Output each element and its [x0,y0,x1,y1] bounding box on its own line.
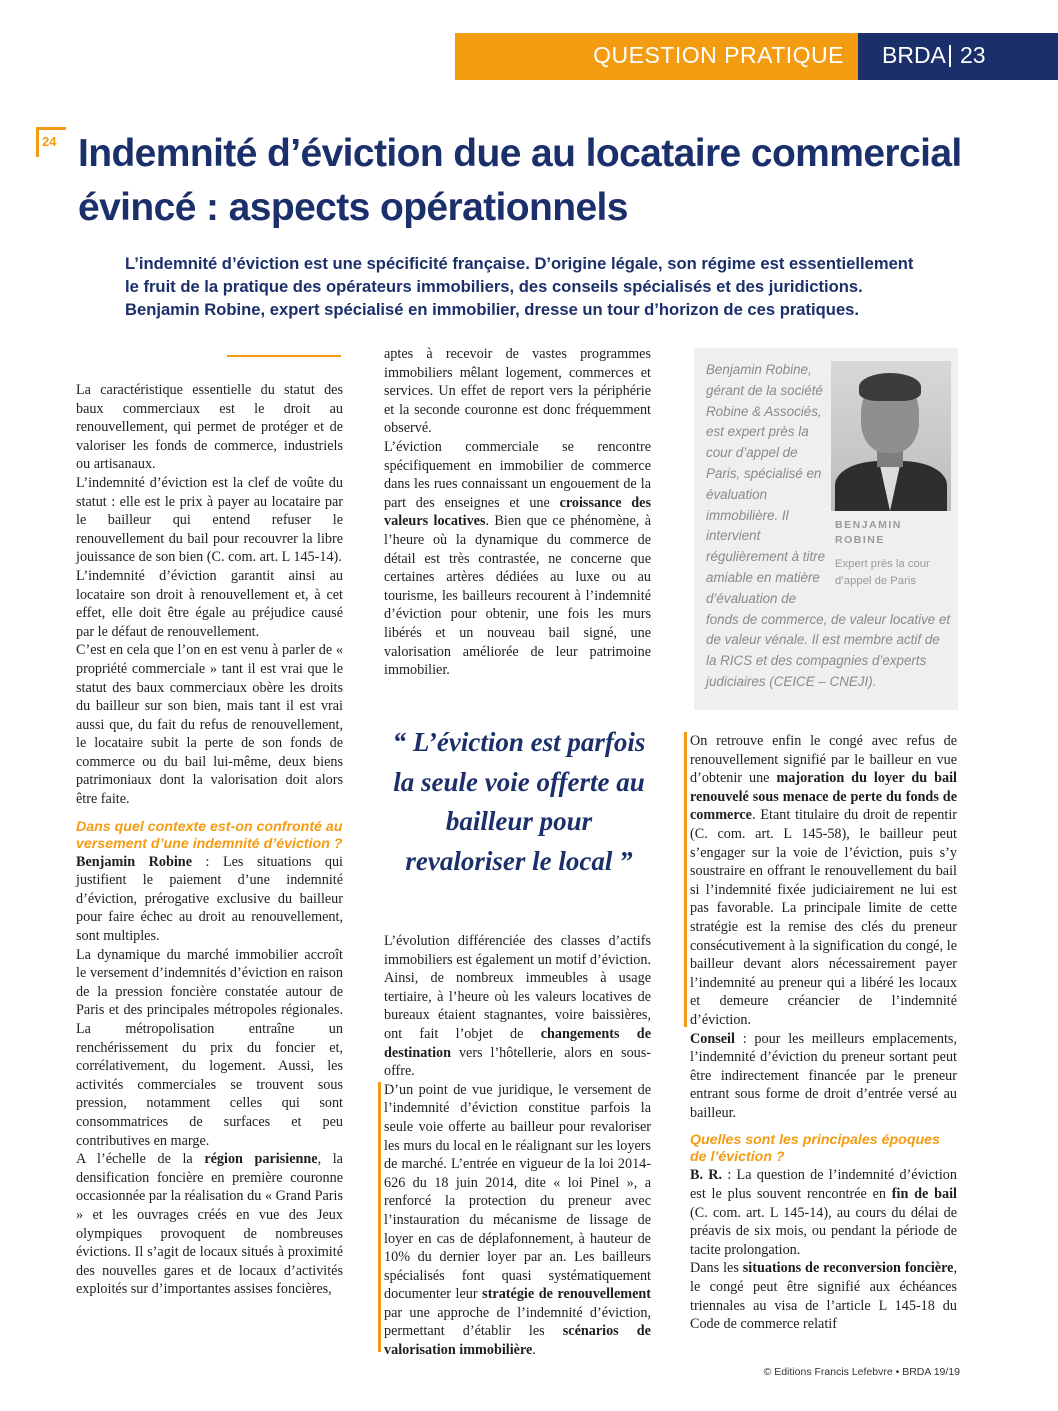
paragraph: La caractéristique essentielle du statut des baux commerciaux est le droit au renouvellement, qui permet de protéger et de valoriser les fonds de commerce, industriels ou artisanaux. [76,382,343,473]
page-number: 23 [960,42,986,68]
paragraph: L’éviction commerciale se rencontre spécifiquement en immobilier de commerce dans les rues connaissant un engouement de la part des enseignes et une croissance des valeurs locatives. Bien que ce phénomène, à l’heure où la dynamique du commerce de détail est très contrastée, ne concerne que certaines artères dédiées au luxe ou au tourisme, les bailleurs recourent à l’indemnité d’éviction pour obtenir, une fois les murs libérés et un nouveau bail signé, une valorisation améliorée de leur patrimoine immobilier. [384,438,652,679]
paragraph: Dans les situations de reconversion foncière, le congé peut être signifié aux échéances triennales au visa de l’article L 145-18 du Code de commerce relatif [690,1260,957,1333]
column-rule [227,355,341,357]
paragraph: Benjamin Robine : Les situations qui justifient le paiement d’une indemnité d’éviction, prérogative exclusive du bailleur pour faire échec au droit au renouvellement, sont multiples. [76,853,343,945]
highlight-bar [684,732,687,1027]
article-number-badge: 24 [42,134,57,149]
column-3 [690,732,957,1334]
column-2-upper [384,345,651,680]
paragraph: Conseil : pour les meilleurs emplacements, l’indemnité d’éviction du preneur sortant peut être indirectement financée par le preneur entrant sous forme de droit d’entrée versé au bailleur. [690,1030,957,1121]
rubric-label: QUESTION PRATIQUE [593,42,844,68]
paragraph: L’indemnité d’éviction est la clef de voûte du statut : elle est le prix à payer au locataire par le bailleur qui entend refuser le renouvellement du bail pour recouvrer la libre jouissance de son bien (C. com. art. L 145-14). [76,474,343,566]
column-1 [76,381,343,1299]
paragraph: D’un point de vue juridique, le versement de l’indemnité d’éviction constitue parfois la seule voie offerte au bailleur pour revaloriser les murs du local en le réalignant sur les loyers de marché. L’entrée en vigueur de la loi 2014-626 du 18 juin 2014, dite « loi Pinel », a renforcé la protection du preneur avec l’instauration du mécanisme de lissage de loyer en cas de déplafonnement, à hauteur de 10% du dernier loyer par an. Les bailleurs spécialisés font quasi systématiquement documenter leur stratégie de renouvellement par une approche de l’indemnité d’éviction, permettant d’établir les scénarios de valorisation immobilière. [384,1081,651,1359]
author-photo [831,361,951,511]
article-title: Indemnité d’éviction due au locataire commercial évincé : aspects opérationnels [78,132,962,229]
author-name: BENJAMIN ROBINE [835,519,902,546]
pull-quote: “ L’éviction est parfois la seule voie offerte au bailleur pour revaloriser le local ” [392,727,646,876]
highlight-bar [378,1082,381,1352]
header-separator [949,45,951,67]
copyright-footer: © Editions Francis Lefebvre • BRDA 19/19 [763,1366,960,1378]
author-role: Expert près la cour d’appel de Paris [835,558,930,587]
question-heading: Quelles sont les principales époques de l’éviction ? [690,1132,940,1166]
author-bio: Benjamin Robine, gérant de la société Robine & Associés, est expert près la cour d’appel de Paris, spécialisé en évaluation immobilière. Il intervient régulièrement à titre amiable en matière d’évaluation de fonds de commerce, de valeur locative et de valeur vénale. Il est membre actif de la RICS et des compagnies d’experts judiciaires (CEICE – CNEJI). [706,362,951,689]
question-heading: Dans quel contexte est-on confronté au versement d’une indemnité d’éviction ? [76,818,343,852]
speaker-name: Benjamin Robine [76,853,192,870]
article-lede: L’indemnité d’éviction est une spécificité française. D’origine légale, son régime est essentiellement le fruit de la pratique des opérateurs immobiliers, des conseils spécialisés et des juridictions. Benjamin Robine, expert spécialisé en immobilier, dresse un tour d’horizon de ces pratiques. [125,254,914,319]
paragraph: La dynamique du marché immobilier accroît le versement d’indemnités d’éviction en raison de la pression foncière constatée autour de Paris et des principales métropoles régionales. La métropolisation entraîne un renchérissement du prix du foncier et, corrélativement, du logement. Aussi, les activités commerciales se trouvent sous pression, notamment celles qui sont consommatrices de surfaces et peu contributives en marge. [76,946,343,1149]
author-profile-box [694,348,958,710]
paragraph: A l’échelle de la région parisienne, la densification foncière en première couronne occasionnée par la réalisation du « Grand Paris » et les ouvrages créés en vue des Jeux olympiques provoquent de nombreuses évictions. Il s’agit de locaux situés à proximité des nouvelles gares et de locaux d’activités exploités sur d’importantes assises foncières, [76,1151,343,1298]
paragraph: aptes à recevoir de vastes programmes immobiliers mêlant logement, commerces et services. Un effet de report vers la périphérie et la seconde couronne est donc fréquemment observé. [384,346,651,437]
paragraph: L’indemnité d’éviction garantit ainsi au locataire son droit à renouvellement et, à cet effet, elle doit être égale au préjudice causé par le défaut de renouvellement. [76,567,343,640]
publication-box [858,33,1058,80]
column-2-lower [384,932,651,1360]
publication-name: BRDA [882,42,946,68]
paragraph: L’évolution différenciée des classes d’actifs immobiliers est également un motif d’éviction. Ainsi, de nombreux immeubles à usage tertiaire, à l’heure où les valeurs locatives de bureaux étaient stagnantes, voire baissières, ont fait l’objet de changements de destination vers l’hôtellerie, alors en sous-offre. [384,933,651,1080]
paragraph: On retrouve enfin le congé avec refus de renouvellement signifié par le bailleur en vue d’obtenir une majoration du loyer du bail renouvelé sous menace de perte du fonds de commerce. Etant titulaire du droit de repentir (C. com. art. L 145-58), le bailleur peut s’engager sur la voie de l’éviction, puis s’y soustraire en offrant le renouvellement du bail si l’indemnité fixée judiciairement ne lui est pas favorable. La principale limite de cette stratégie est la remise des clés du preneur consécutivement à la signification du congé, le bailleur devant alors nécessairement payer l’indemnité au preneur qui a libéré les locaux et demeure créancier de l’indemnité d’éviction. [690,733,957,1028]
paragraph: C’est en cela que l’on en est venu à parler de « propriété commerciale » tant il est vrai que le statut des baux commerciaux obère les droits du bailleur sur son bien, mais tant il est vrai aussi que, du fait du refus de renouvellement, le locataire subit la perte de son fonds de commerce ou du bail lui-même, deux biens patrimoniaux dont la valorisation doit alors être faite. [76,642,343,808]
paragraph: B. R. : La question de l’indemnité d’éviction est le plus souvent rencontrée en fin de bail (C. com. art. L 145-14), au cours du délai de préavis de six mois, ou pendant la période de tacite prolongation. [690,1167,957,1258]
